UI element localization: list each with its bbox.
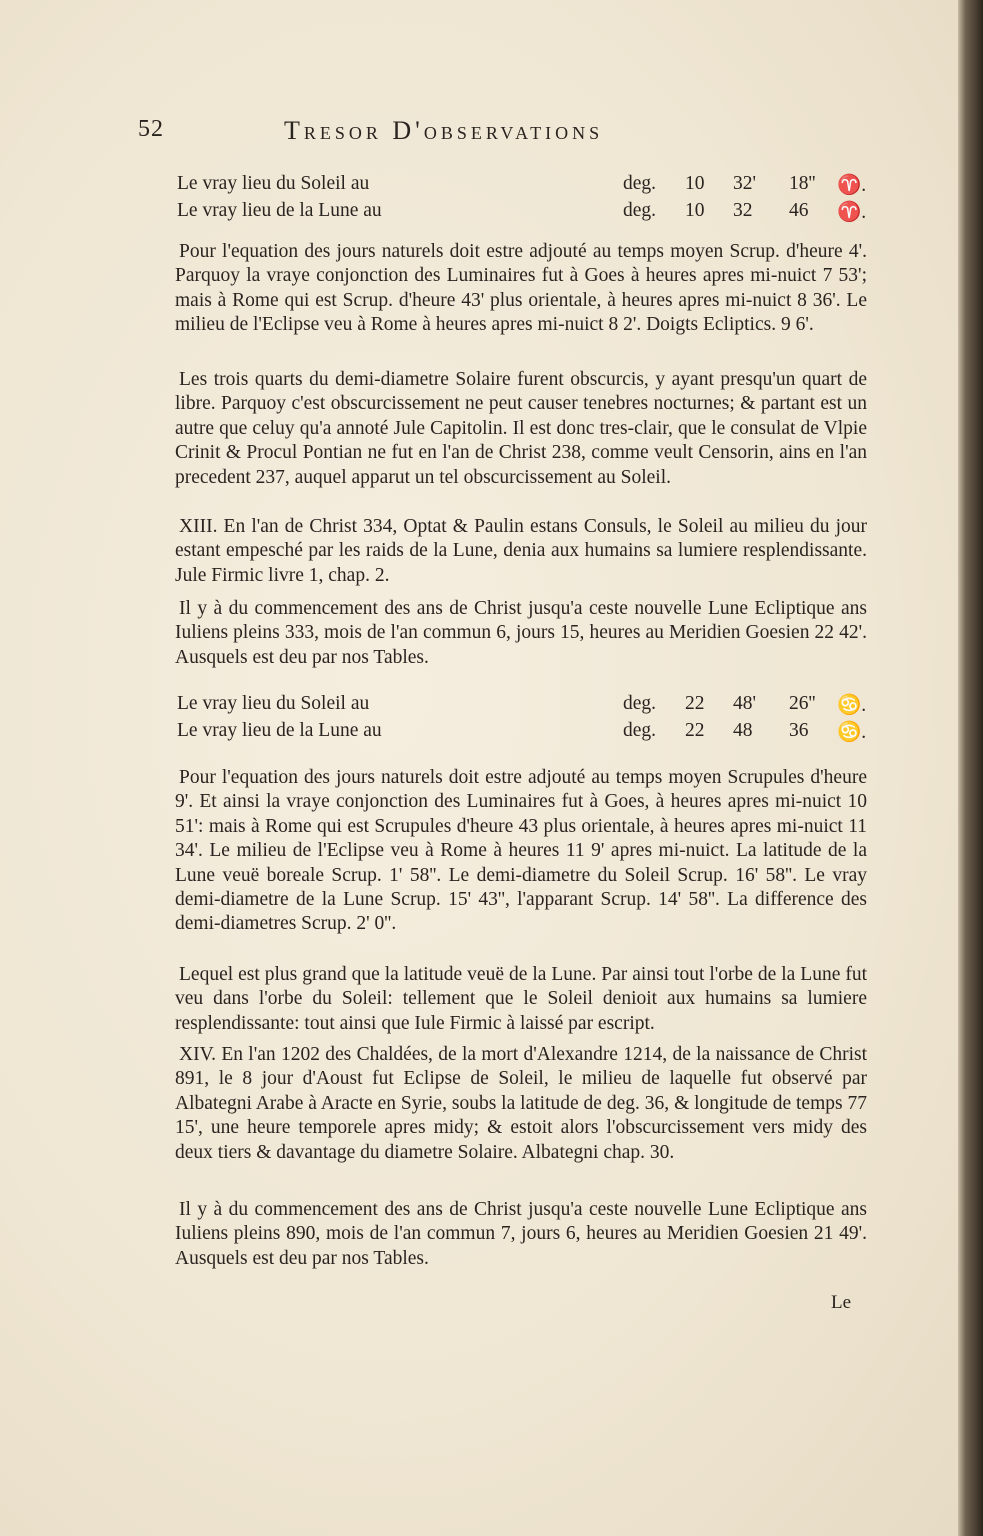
row-unit: deg. <box>623 693 657 714</box>
position-table-1 <box>177 173 877 227</box>
row-minutes: 48' <box>733 693 757 714</box>
row-minutes: 32' <box>733 173 757 194</box>
row-seconds: 18'' <box>789 173 816 194</box>
row-seconds: 46 <box>789 200 809 221</box>
row-minutes: 32 <box>733 200 753 221</box>
paragraph-commencement-1: Il y à du commencement des ans de Christ jusqu'a ceste nouvelle Lune Ecliptique ans Iuliens pleins 333, mois de l'an commun 6, jours 15, heures au Meridien Goesien 22 42'. Ausquels est deu par nos Tables. <box>175 598 867 668</box>
paragraph-xiv: XIV. En l'an 1202 des Chaldées, de la mort d'Alexandre 1214, de la naissance de Christ 891, le 8 jour d'Aoust fut Eclipse de Soleil, le milieu de laquelle fut observé par Albategni Arabe à Aracte en Syrie, soubs la latitude de deg. 36, & longitude de temps 77 15', une heure temporele apres midy; & estoit alors l'obscurcissement vers midy des deux tiers & davantage du diametre Solaire. Albategni chap. 30. <box>175 1044 867 1163</box>
table-row <box>177 200 877 227</box>
paragraph-commencement-2: Il y à du commencement des ans de Christ jusqu'a ceste nouvelle Lune Ecliptique ans Iuliens pleins 890, mois de l'an commun 7, jours 6, heures au Meridien Goesien 21 49'. Ausquels est deu par nos Tables. <box>175 1199 867 1269</box>
row-degrees: 22 <box>685 720 705 741</box>
table-row <box>177 693 877 720</box>
zodiac-sign-icon: ♈. <box>837 202 867 223</box>
row-label: Le vray lieu de la Lune au <box>177 720 382 741</box>
book-spine-edge <box>958 0 983 1536</box>
row-seconds: 36 <box>789 720 809 741</box>
paragraph-xiii: XIII. En l'an de Christ 334, Optat & Paulin estans Consuls, le Soleil au milieu du jour estant empesché par les raids de la Lune, denia aux humains sa lumiere resplendissante. Jule Firmic livre 1, chap. 2. <box>175 516 867 586</box>
zodiac-sign-icon: ♋. <box>837 695 867 716</box>
zodiac-sign-icon: ♋. <box>837 722 867 743</box>
table-row <box>177 720 877 747</box>
paragraph-obscuration: Les trois quarts du demi-diametre Solaire furent obscurcis, y ayant presqu'un quart de libre. Parquoy c'est obscurcissement ne peut causer tenebres nocturnes; & partant est un autre que celuy qu'a annoté Jule Capitolin. Il est donc tres-clair, que le consulat de Vlpie Crinit & Procul Pontian ne fut en l'an de Christ 238, comme veult Censorin, ains en l'an precedent 237, auquel apparut un tel obscurcissement au Soleil. <box>175 369 867 488</box>
row-degrees: 22 <box>685 693 705 714</box>
row-minutes: 48 <box>733 720 753 741</box>
paragraph-equation-1: Pour l'equation des jours naturels doit estre adjouté au temps moyen Scrup. d'heure 4'. Parquoy la vraye conjonction des Luminaires fut à Goes à heures apres mi-nuict 7 53'; mais à Rome qui est Scrup. d'heure 43' plus orientale, à heures apres mi-nuict 8 36'. Le milieu de l'Eclipse veu à Rome à heures apres mi-nuict 8 2'. Doigts Ecliptics. 9 6'. <box>175 241 867 336</box>
row-unit: deg. <box>623 173 657 194</box>
page-header <box>138 116 778 156</box>
zodiac-sign-icon: ♈. <box>837 175 867 196</box>
row-label: Le vray lieu de la Lune au <box>177 200 382 221</box>
row-label: Le vray lieu du Soleil au <box>177 173 370 194</box>
row-label: Le vray lieu du Soleil au <box>177 693 370 714</box>
catchword: Le <box>831 1292 852 1313</box>
row-degrees: 10 <box>685 173 705 194</box>
paragraph-lequel: Lequel est plus grand que la latitude veuë de la Lune. Par ainsi tout l'orbe de la Lune fut veu dans l'orbe du Soleil: tellement que le Soleil denioit aux humains sa lumiere resplendissante: tout ainsi que Iule Firmic à laissé par escript. <box>175 964 867 1034</box>
row-unit: deg. <box>623 720 657 741</box>
row-unit: deg. <box>623 200 657 221</box>
row-seconds: 26'' <box>789 693 816 714</box>
running-title: Tresor D'observations <box>284 116 604 145</box>
paragraph-equation-2: Pour l'equation des jours naturels doit estre adjouté au temps moyen Scrupules d'heure 9'. Et ainsi la vraye conjonction des Luminaires fut à Goes, à heures apres mi-nuict 10 51': mais à Rome qui est Scrupules d'heure 43 plus orientale, à heures apres mi-nuict 11 34'. Le milieu de l'Eclipse veu à Rome à heures 11 9' apres mi-nuict. La latitude de la Lune veuë boreale Scrup. 1' 58''. Le demi-diametre du Soleil Scrup. 16' 58''. Le vray demi-diametre de la Lune Scrup. 15' 43'', l'apparant Scrup. 14' 58''. La difference des demi-diametres Scrup. 2' 0''. <box>175 767 867 935</box>
table-row <box>177 173 877 200</box>
row-degrees: 10 <box>685 200 705 221</box>
page-number: 52 <box>138 116 164 142</box>
position-table-2 <box>177 693 877 747</box>
